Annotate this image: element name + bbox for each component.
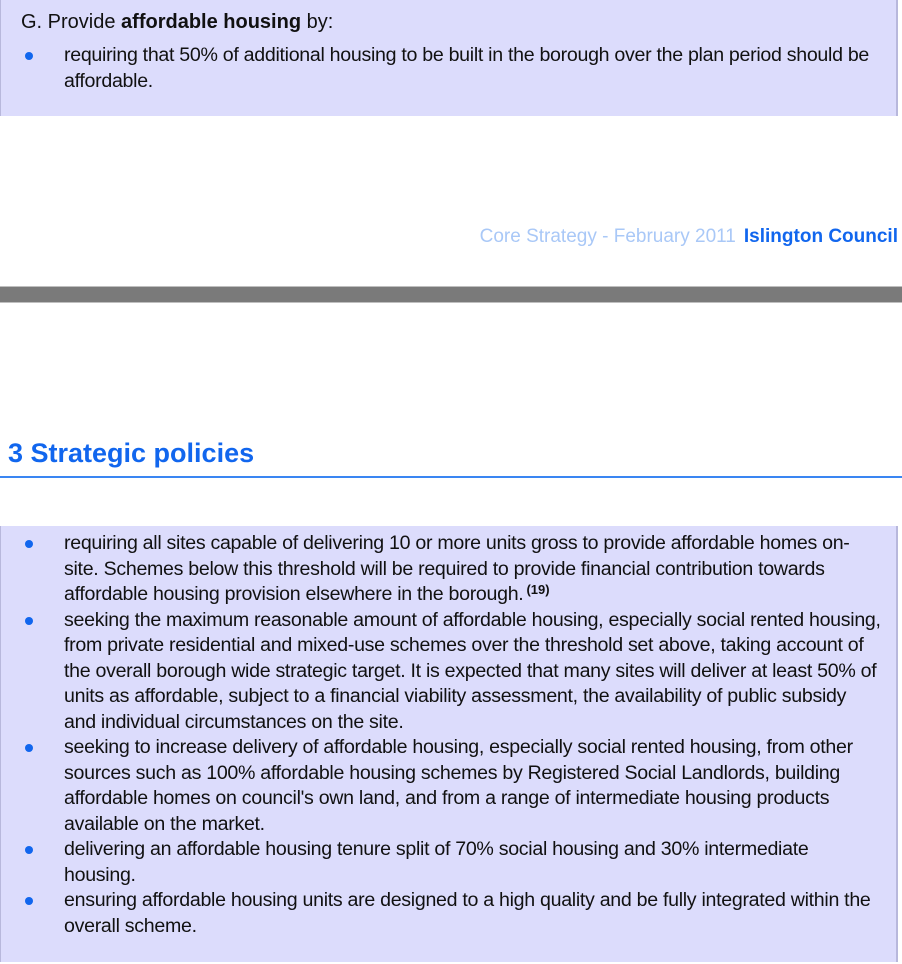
policy-box-bottom xyxy=(0,526,898,962)
bullet-icon xyxy=(25,744,33,752)
bullet-text: seeking to increase delivery of affordable housing, especially social rented housing, from other sources such as 100% affordable housing schemes by Registered Social Landlords, building affordable homes on council's own land, and from a range of intermediate housing products available on the market. xyxy=(64,736,853,835)
list-item xyxy=(1,608,896,736)
list-item xyxy=(1,837,896,888)
page-footer xyxy=(480,226,898,248)
policy-intro xyxy=(21,10,896,34)
bottom-bullet-list xyxy=(1,531,896,939)
policy-box-top xyxy=(0,0,898,116)
bullet-icon xyxy=(25,897,33,905)
footer-organisation: Islington Council xyxy=(743,226,898,247)
list-item xyxy=(1,531,896,608)
intro-prefix: G. Provide xyxy=(21,11,122,33)
bullet-text: requiring all sites capable of delivering 10 or more units gross to provide affordable homes on-site. Schemes below this threshold will be required to provide financial contribution towards affordable housing provision elsewhere in the borough. xyxy=(64,532,850,605)
bullet-text: requiring that 50% of additional housing to be built in the borough over the plan period should be affordable. xyxy=(64,44,870,92)
section-title: 3 Strategic policies xyxy=(8,438,255,468)
bullet-icon xyxy=(25,52,33,60)
list-item xyxy=(1,888,896,939)
intro-suffix: by: xyxy=(301,11,334,33)
footer-document-title: Core Strategy - February 2011 xyxy=(479,226,736,247)
bullet-text: ensuring affordable housing units are designed to a high quality and be fully integrated within the overall scheme. xyxy=(64,889,871,937)
bullet-text: delivering an affordable housing tenure split of 70% social housing and 30% intermediate housing. xyxy=(64,838,809,886)
list-item xyxy=(1,735,896,837)
list-item xyxy=(1,43,896,94)
section-header xyxy=(0,303,902,478)
bullet-icon xyxy=(25,540,33,548)
footer-area xyxy=(0,116,902,286)
title-underline xyxy=(0,476,902,478)
top-bullet-list xyxy=(1,43,896,94)
intro-bold: affordable housing xyxy=(121,11,302,33)
footnote-reference[interactable]: (19) xyxy=(526,582,550,597)
page-separator xyxy=(0,286,902,303)
bullet-icon xyxy=(25,617,33,625)
bullet-text: seeking the maximum reasonable amount of affordable housing, especially social rented housing, from private residential and mixed-use schemes over the threshold set above, taking account of the overall borough wide strategic target. It is expected that many sites will deliver at least 50% of units as affordable, subject to a financial viability assessment, the availability of public subsidy and individual circumstances on the site. xyxy=(64,608,881,733)
bullet-icon xyxy=(25,846,33,854)
